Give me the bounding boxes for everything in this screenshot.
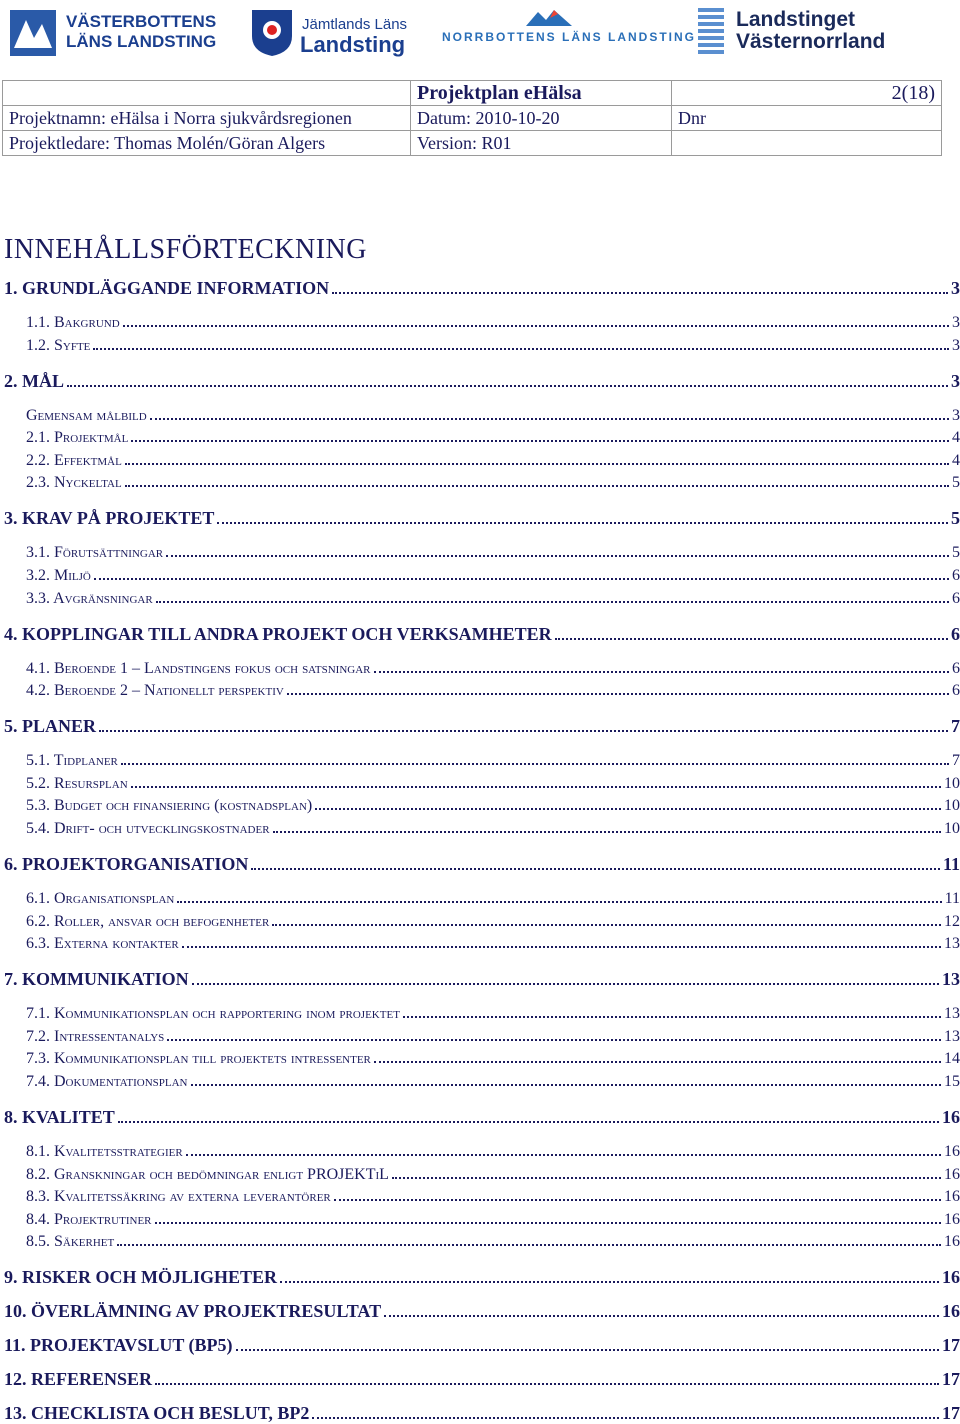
dot-leader — [315, 808, 941, 810]
dot-leader — [166, 555, 949, 557]
toc-entry-page: 16 — [944, 1143, 960, 1160]
toc-entry-page: 5 — [952, 544, 960, 562]
dot-leader — [273, 831, 941, 833]
toc-entry-page: 13 — [944, 1005, 960, 1023]
dot-leader — [93, 348, 949, 350]
toc-section-entry[interactable] — [4, 1403, 960, 1424]
dot-leader — [192, 983, 939, 985]
toc-entry-title: 6.1. Organisationsplan — [26, 890, 175, 907]
document-version: Version: R01 — [411, 131, 672, 156]
toc-subsection-entry[interactable] — [4, 1166, 960, 1184]
dot-leader — [403, 1016, 941, 1018]
toc-entry-page: 6 — [952, 682, 960, 700]
toc-entry-page: 5 — [951, 508, 960, 529]
dot-leader — [312, 1417, 939, 1419]
toc-entry-title: 1.2. Syfte — [26, 336, 91, 354]
toc-subsection-entry[interactable] — [4, 797, 960, 815]
toc-entry-page: 3 — [952, 336, 960, 354]
toc-subsection-entry[interactable] — [4, 935, 960, 953]
toc-section-entry[interactable] — [4, 716, 960, 737]
toc-subsection-entry[interactable] — [4, 544, 960, 562]
document-title: Projektplan eHälsa — [411, 81, 672, 106]
toc-entry-title: 2.3. Nyckeltal — [26, 474, 122, 492]
dot-leader — [99, 730, 948, 732]
dot-leader — [384, 1315, 939, 1317]
toc-entry-title: 8.5. Säkerhet — [26, 1233, 115, 1251]
toc-entry-page: 4 — [952, 429, 960, 447]
toc-entry-page: 16 — [942, 1301, 960, 1322]
dot-leader — [121, 763, 949, 765]
toc-entry-title: 1.1. Bakgrund — [26, 314, 120, 331]
toc-entry-page: 13 — [944, 935, 960, 953]
jamtland-name-line1: Jämtlands Läns — [302, 16, 408, 33]
toc-entry-page: 13 — [944, 1027, 960, 1045]
toc-entry-title: 2.2. Effektmål — [26, 451, 122, 469]
norrbotten-name: NORRBOTTENS LÄNS LANDSTING — [442, 30, 696, 44]
toc-entry-page: 16 — [944, 1233, 960, 1251]
toc-entry-title: 4. KOPPLINGAR TILL ANDRA PROJEKT OCH VERKSAMHETER — [4, 623, 552, 644]
toc-entry-title: 8.3. Kvalitetssäkring av externa leverantörer — [26, 1188, 331, 1206]
toc-subsection-entry[interactable] — [4, 660, 960, 678]
dot-leader — [332, 292, 948, 294]
toc-subsection-entry[interactable] — [4, 775, 960, 793]
toc-section-entry[interactable] — [4, 854, 960, 875]
toc-subsection-entry[interactable] — [4, 1143, 960, 1161]
dot-leader — [123, 325, 949, 327]
toc-subsection-entry[interactable] — [4, 1188, 960, 1206]
toc-entry-page: 14 — [944, 1050, 960, 1068]
dot-leader — [374, 671, 949, 673]
toc-subsection-entry[interactable] — [4, 1005, 960, 1023]
jamtland-name-line2: Landsting — [300, 32, 406, 57]
toc-section-entry[interactable] — [4, 624, 960, 645]
toc-entry-title: 9. RISKER OCH MÖJLIGHETER — [4, 1267, 278, 1288]
toc-entry-title: 3.3. Avgränsningar — [26, 589, 153, 607]
page-number: 2(18) — [672, 81, 942, 106]
toc-entry-title: 11. PROJEKTAVSLUT (BP5) — [4, 1335, 233, 1356]
jamtland-logo — [250, 4, 410, 60]
toc-subsection-entry[interactable] — [4, 1211, 960, 1229]
dot-leader — [186, 1154, 941, 1156]
toc-subsection-entry[interactable] — [4, 407, 960, 425]
toc-entry-page: 17 — [942, 1403, 960, 1424]
toc-entry-page: 3 — [952, 406, 960, 424]
toc-entry-page: 6 — [952, 659, 960, 677]
dot-leader — [125, 485, 949, 487]
dot-leader — [167, 1039, 941, 1041]
toc-entry-title: 7. KOMMUNIKATION — [4, 969, 189, 990]
toc-entry-title: 3. KRAV PÅ PROJEKTET — [4, 508, 215, 529]
document-header-table — [2, 80, 942, 156]
jamtland-shield-icon — [250, 8, 294, 56]
toc-entry-title: 6. PROJEKTORGANISATION — [4, 854, 249, 874]
toc-entry-title: 8. KVALITET — [4, 1107, 115, 1127]
dot-leader — [272, 924, 941, 926]
vasternorrland-logo — [696, 4, 896, 60]
dot-leader — [131, 440, 949, 442]
toc-subsection-entry[interactable] — [4, 337, 960, 355]
dot-leader — [334, 1199, 941, 1201]
toc-entry-page: 16 — [944, 1188, 960, 1206]
dot-leader — [280, 1281, 939, 1283]
toc-entry-title: 5.3. Budget och finansiering (kostnadsplan) — [26, 797, 313, 815]
dot-leader — [217, 522, 948, 524]
dot-leader — [182, 946, 941, 948]
toc-entry-page: 7 — [952, 752, 960, 770]
vasternorrland-name-line1: Landstinget — [736, 8, 855, 31]
toc-entry-page: 11 — [944, 890, 960, 907]
toc-section-entry[interactable] — [4, 508, 960, 529]
toc-entry-title: 7.4. Dokumentationsplan — [26, 1073, 188, 1090]
toc-entry-page: 3 — [951, 278, 960, 298]
toc-entry-page: 11 — [942, 854, 960, 874]
toc-entry-title: 5. PLANER — [4, 716, 97, 737]
toc-heading: INNEHÅLLSFÖRTECKNING — [4, 234, 367, 265]
toc-subsection-entry[interactable] — [4, 913, 960, 931]
dot-leader — [177, 901, 941, 903]
document-date: Datum: 2010-10-20 — [411, 106, 672, 131]
dot-leader — [150, 418, 949, 420]
toc-entry-title: 5.2. Resursplan — [26, 774, 128, 792]
toc-entry-page: 16 — [944, 1165, 960, 1183]
toc-entry-title: 10. ÖVERLÄMNING AV PROJEKTRESULTAT — [4, 1301, 382, 1322]
toc-entry-title: 2.1. Projektmål — [26, 429, 129, 447]
toc-entry-page: 17 — [942, 1335, 960, 1356]
toc-entry-page: 12 — [944, 912, 960, 930]
toc-entry-page: 4 — [952, 451, 960, 469]
toc-entry-page: 10 — [944, 820, 960, 837]
vasterbotten-logo — [8, 4, 223, 60]
toc-section-entry[interactable] — [4, 278, 960, 299]
dot-leader — [287, 693, 949, 695]
dot-leader — [392, 1177, 941, 1179]
toc-entry-page: 10 — [944, 774, 960, 792]
toc-entry-page: 6 — [952, 567, 960, 584]
project-name: Projektnamn: eHälsa i Norra sjukvårdsregionen — [3, 106, 411, 131]
dot-leader — [156, 601, 949, 603]
toc-subsection-entry[interactable] — [4, 682, 960, 700]
toc-entry-title: 13. CHECKLISTA OCH BESLUT, BP2 — [4, 1403, 310, 1424]
toc-subsection-entry[interactable] — [4, 1233, 960, 1251]
vasterbotten-name: VÄSTERBOTTENS LÄNS LANDSTING — [66, 12, 217, 51]
toc-section-entry[interactable] — [4, 1335, 960, 1356]
toc-entry-page: 16 — [942, 1267, 960, 1288]
toc-entry-page: 6 — [952, 589, 960, 607]
toc-entry-title: 7.3. Kommunikationsplan till projektets intressenter — [26, 1050, 371, 1068]
dot-leader — [94, 578, 949, 580]
norrbotten-emblem-icon — [524, 6, 574, 28]
toc-entry-page: 7 — [951, 716, 960, 737]
toc-subsection-entry[interactable] — [4, 474, 960, 492]
document-dnr: Dnr — [672, 106, 942, 131]
toc-subsection-entry[interactable] — [4, 890, 960, 908]
vasterbotten-emblem-icon — [8, 8, 58, 58]
toc-entry-title: 7.1. Kommunikationsplan och rapportering inom projektet — [26, 1005, 400, 1023]
toc-entry-title: 4.1. Beroende 1 – Landstingens fokus och satsningar — [26, 659, 371, 677]
toc-entry-page: 13 — [942, 969, 960, 990]
toc-section-entry[interactable] — [4, 371, 960, 392]
toc-entry-page: 16 — [944, 1210, 960, 1228]
toc-subsection-entry[interactable] — [4, 429, 960, 447]
dot-leader — [117, 1244, 941, 1246]
toc-entry-page: 6 — [951, 623, 960, 644]
toc-entry-title: 12. REFERENSER — [4, 1369, 153, 1390]
toc-entry-page: 10 — [944, 797, 960, 815]
toc-subsection-entry[interactable] — [4, 752, 960, 770]
toc-entry-title: 6.2. Roller, ansvar och befogenheter — [26, 912, 270, 930]
toc-entry-title: 7.2. Intressentanalys — [26, 1027, 165, 1045]
toc-entry-title: 2. MÅL — [4, 370, 64, 391]
toc-subsection-entry[interactable] — [4, 452, 960, 470]
header-empty-cell — [3, 81, 411, 106]
toc-entry-page: 15 — [944, 1073, 960, 1090]
dot-leader — [236, 1349, 939, 1351]
toc-entry-page: 17 — [942, 1369, 960, 1390]
toc-subsection-entry[interactable] — [4, 567, 960, 585]
toc-entry-title: 8.1. Kvalitetsstrategier — [26, 1143, 183, 1160]
dot-leader — [125, 463, 949, 465]
toc-subsection-entry[interactable] — [4, 1073, 960, 1091]
toc-entry-title: 8.2. Granskningar och bedömningar enligt PROJEKTiL — [26, 1165, 389, 1183]
toc-entry-title: 3.1. Förutsättningar — [26, 544, 164, 562]
dot-leader — [191, 1084, 941, 1086]
toc-entry-title: Gemensam målbild — [26, 406, 147, 424]
toc-entry-title: 4.2. Beroende 2 – Nationellt perspektiv — [26, 682, 284, 700]
toc-entry-title: 8.4. Projektrutiner — [26, 1210, 152, 1228]
toc-entry-page: 5 — [952, 474, 960, 492]
vasternorrland-name-line2: Västernorrland — [736, 30, 886, 53]
toc-section-entry[interactable] — [4, 969, 960, 990]
toc-subsection-entry[interactable] — [4, 820, 960, 838]
toc-entry-title: 5.1. Tidplaner — [26, 752, 118, 770]
toc-section-entry[interactable] — [4, 1369, 960, 1390]
vasternorrland-wave-icon — [696, 6, 726, 58]
dot-leader — [118, 1121, 939, 1123]
toc-subsection-entry[interactable] — [4, 1028, 960, 1046]
toc-entry-title: 5.4. Drift- och utvecklingskostnader — [26, 820, 270, 837]
toc-section-entry[interactable] — [4, 1301, 960, 1322]
dot-leader — [374, 1061, 941, 1063]
toc-subsection-entry[interactable] — [4, 314, 960, 332]
toc-entry-page: 3 — [952, 314, 960, 331]
toc-section-entry[interactable] — [4, 1107, 960, 1128]
toc-entry-title: 1. GRUNDLÄGGANDE INFORMATION — [4, 278, 330, 298]
logo-strip — [0, 0, 960, 80]
dot-leader — [555, 638, 948, 640]
toc-section-entry[interactable] — [4, 1267, 960, 1288]
project-leader: Projektledare: Thomas Molén/Göran Algers — [3, 131, 411, 156]
header-empty-cell — [672, 131, 942, 156]
norrbotten-logo — [440, 4, 696, 60]
toc-subsection-entry[interactable] — [4, 1050, 960, 1068]
toc-entry-page: 3 — [951, 370, 960, 391]
dot-leader — [251, 868, 940, 870]
dot-leader — [131, 786, 941, 788]
toc-subsection-entry[interactable] — [4, 590, 960, 608]
toc-entry-title: 6.3. Externa kontakter — [26, 935, 179, 953]
toc-entry-page: 16 — [942, 1107, 960, 1127]
dot-leader — [155, 1383, 939, 1385]
dot-leader — [67, 385, 948, 387]
toc-entry-title: 3.2. Miljö — [26, 567, 91, 584]
dot-leader — [155, 1222, 941, 1224]
